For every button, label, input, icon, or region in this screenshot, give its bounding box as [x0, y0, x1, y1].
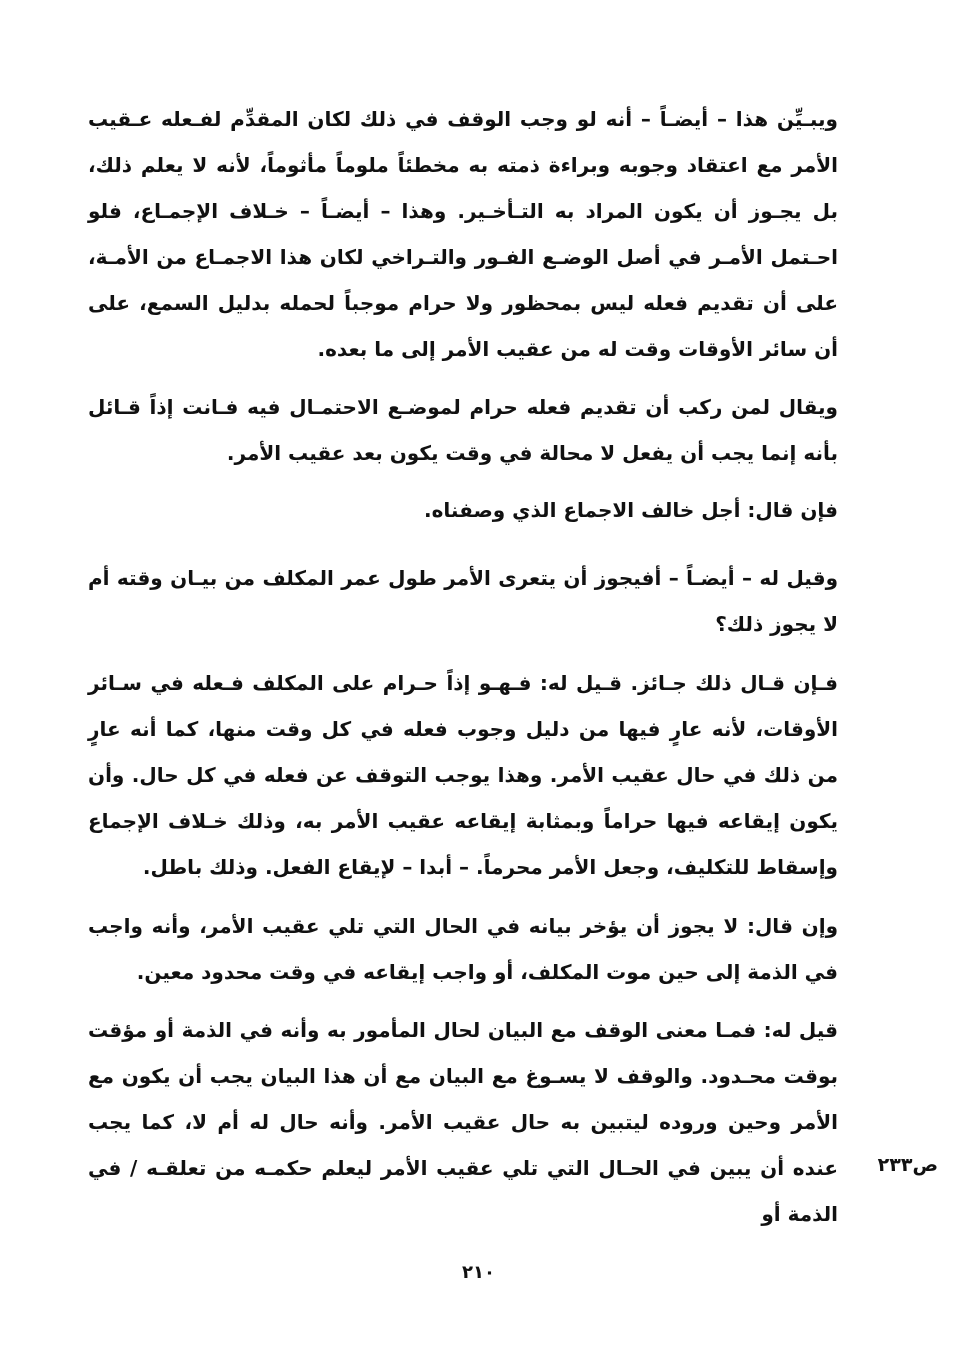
paragraph-3: فإن قال: أجل خالف الاجماع الذي وصفناه. [423, 498, 838, 522]
paragraph-6: وإن قال: لا يجوز أن يؤخر بيانه في الحال التي تلي عقيب الأمر، وأنه واجب في الذمة إلى حين موت المكلف، أو واجب إيقاعه في وقت محدود معين. [88, 914, 838, 984]
margin-page-reference: ص٢٣٣ [877, 1154, 938, 1176]
paragraph-5: فـإن قـال ذلك جـائز. قـيل له: فـهـو إذاً حـرام على المكلف فـعله في سـائر الأوقات، لأنه عارٍ فيها من دليل وجوب فعله في كل وقت منها، كما أنه عارٍ من ذلك في حال عقيب الأمر. وهذا يوجب التوقف عن فعله في كل حال. وأن يكون إيقاعه فيها حراماً وبمثابة إيقاعه عقيب الأمر به، وذلك خـلاف الإجماع وإسقاط للتكليف، وجعل الأمر محرماً. – أبدا – لإيقاع الفعل. وذلك باطل. [88, 671, 838, 879]
paragraph-2: ويقال لمن ركب أن تقديم فعله حرام لموضـع الاحتمـال فيه فـانت إذاً قـائل بأنه إنما يجب أن يفعل لا محالة في وقت يكون بعد عقيب الأمر. [88, 395, 838, 465]
page-number: ٢١٠ [462, 1262, 495, 1283]
paragraph-7: قيل له: فمـا معنى الوقف مع البيان لحال المأمور به وأنه في الذمة أو مؤقت بوقت محـدود. والوقف لا يسـوغ مع البيان مع أن هذا البيان يجب أن يكون مع الأمر وحين وروده ليتبين به حال عقيب الأمر. وأنه حال له أم لا، كما يجب عنده أن يبين في الحـال التي تلي عقيب الأمر ليعلم حكمـه من تعلقـه / في الذمة أو [88, 1018, 838, 1226]
paragraph-1: ويبـيِّن هذا – أيضـاً – أنه لو وجب الوقف في ذلك لكان المقدِّم لفـعله عـقيب الأمر مع اعتقاد وجوبه وبراءة ذمته به مخطئاً ملوماً مأثوماً، لأنه لا يعلم ذلك، بل يجـوز أن يكون المراد به التـأخـير. وهذا – أيضـاً – خـلاف الإجمـاع، فلو احـتمل الأمـر في أصل الوضـع الفـور والتـراخي لكان هذا الاجمـاع من الأمـة، على أن تقديم فعله ليس بمحظور ولا حرام موجباً لحمله بدليل السمع، على أن سائر الأوقات وقت له من عقيب الأمر إلى ما بعده. [88, 107, 838, 361]
paragraph-4: وقيل له – أيضـاً – أفيجوز أن يتعرى الأمر طول عمر المكلف من بيـان وقته أم لا يجوز ذلك؟ [88, 566, 838, 636]
